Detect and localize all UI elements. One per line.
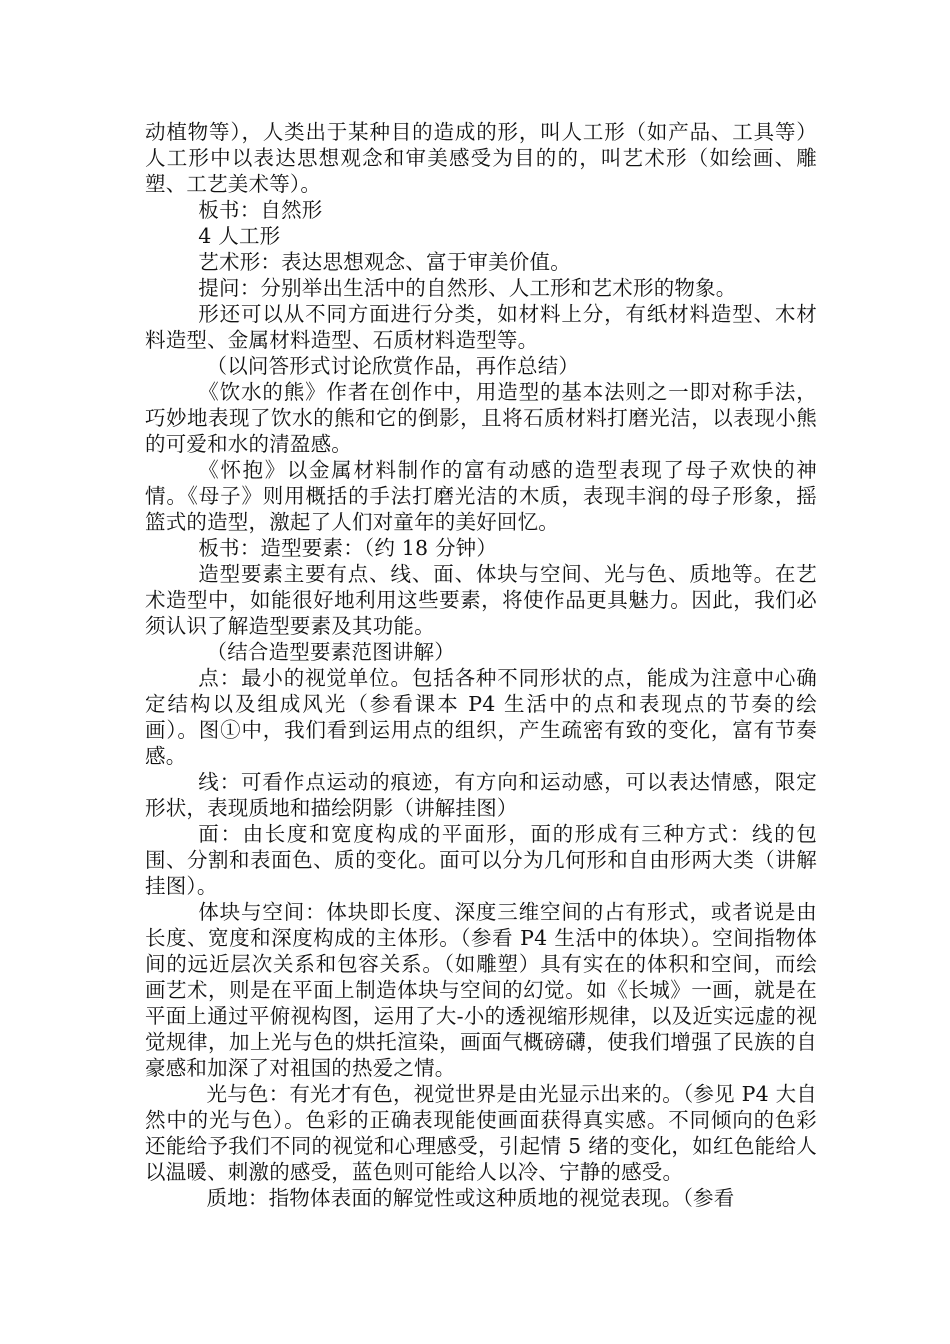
- paragraph-point: 点：最小的视觉单位。包括各种不同形状的点，能成为注意中心确定结构以及组成风光（参看课本 P4 生活中的点和表现点的节奏的绘画）。图①中，我们看到运用点的组织，产生疏密有致的变化，富有节奏感。: [145, 666, 817, 768]
- paragraph-volume-space: 体块与空间：体块即长度、深度三维空间的占有形式，或者说是由长度、宽度和深度构成的主体形。（参看 P4 生活中的体块）。空间指物体间的远近层次关系和包容关系。（如雕塑）具有实在的体积和空间，而绘画艺术，则是在平面上制造体块与空间的幻觉。如《长城》一画，就是在平面上通过平俯视构图，运用了大-小的透视缩形规律，以及近实远虚的视觉规律，加上光与色的烘托渲染，画面气概磅礴，使我们增强了民族的自豪感和加深了对祖国的热爱之情。: [145, 900, 817, 1080]
- paragraph-texture: 质地：指物体表面的解觉性或这种质地的视觉表现。（参看: [206, 1186, 735, 1210]
- paragraph-question: 提问：分别举出生活中的自然形、人工形和艺术形的物象。: [198, 276, 737, 300]
- paragraph-modeling-elements: 造型要素主要有点、线、面、体块与空间、光与色、质地等。在艺术造型中，如能很好地利用这些要素，将使作品更具魅力。因此，我们必须认识了解造型要素及其功能。: [145, 562, 817, 638]
- document-body: [145, 119, 817, 1211]
- paragraph-discussion-note: （以问答形式讨论欣赏作品，再作总结）: [206, 354, 580, 378]
- paragraph-art-form: 艺术形：表达思想观念、富于审美价值。: [198, 250, 571, 274]
- paragraph-embrace-mother-child: 《怀抱》以金属材料制作的富有动感的造型表现了母子欢快的神情。《母子》则用概括的手法打磨光洁的木质，表现丰润的母子形象，摇篮式的造型，激起了人们对童年的美好回忆。: [145, 458, 817, 534]
- paragraph-board-elements: 板书：造型要素：（约 18 分钟）: [198, 536, 498, 560]
- paragraph-light-color: 光与色：有光才有色，视觉世界是由光显示出来的。（参见 P4 大自然中的光与色）。色彩的正确表现能使画面获得真实感。不同倾向的色彩还能给予我们不同的视觉和心理感受，引起情 5 绪的变化，如红色能给人以温暖、刺激的感受，蓝色则可能给人以冷、宁静的感受。: [145, 1082, 817, 1184]
- paragraph-line: 线：可看作点运动的痕迹，有方向和运动感，可以表达情感，限定形状，表现质地和描绘阴影（讲解挂图）: [145, 770, 817, 820]
- paragraph-material-classification: 形还可以从不同方面进行分类，如材料上分，有纸材料造型、木材料造型、金属材料造型、石质材料造型等。: [145, 302, 817, 352]
- paragraph-explanation-note: （结合造型要素范图讲解）: [206, 640, 455, 664]
- paragraph-artificial-form-definition: 动植物等），人类出于某种目的造成的形，叫人工形（如产品、工具等）人工形中以表达思想观念和审美感受为目的的，叫艺术形（如绘画、雕塑、工艺美术等）。: [145, 120, 817, 196]
- paragraph-board-natural-form: 板书：自然形: [198, 198, 323, 222]
- paragraph-artificial-form: 4 人工形: [198, 224, 281, 248]
- paragraph-drinking-bear: 《饮水的熊》作者在创作中，用造型的基本法则之一即对称手法，巧妙地表现了饮水的熊和它的倒影，且将石质材料打磨光洁，以表现小熊的可爱和水的清盈感。: [145, 380, 817, 456]
- paragraph-plane: 面：由长度和宽度构成的平面形，面的形成有三种方式：线的包围、分割和表面色、质的变化。面可以分为几何形和自由形两大类（讲解挂图）。: [145, 822, 817, 898]
